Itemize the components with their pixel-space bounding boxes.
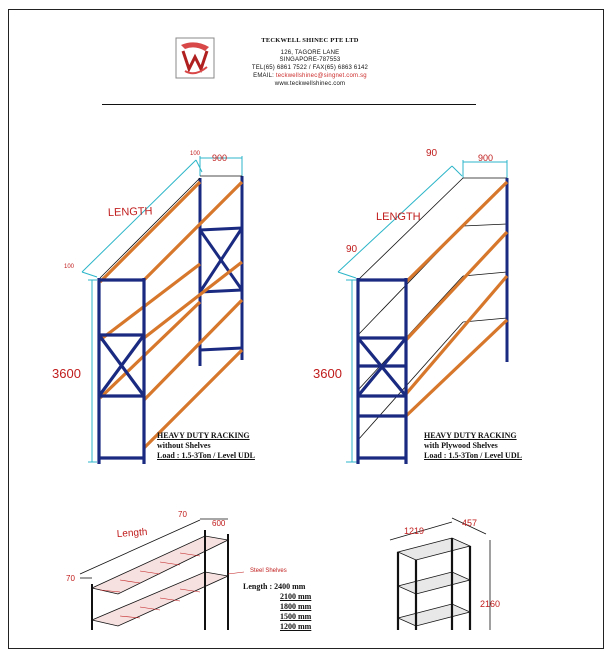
d3-length-option: 1500 mm [280,612,312,621]
drawing-2-heavy-racking-plywood-shelves [313,148,507,464]
d3-length-label: Length [116,526,148,540]
d1-height-value: 3600 [52,366,81,381]
d3-overhang-top: 70 [178,510,187,519]
d3-length-option: 1800 mm [280,602,312,611]
website[interactable]: www.teckwellshinec.com [274,81,346,87]
d1-overhang-left: 100 [64,264,75,270]
d4-height-value: 2160 [480,599,501,609]
email-address[interactable]: teckwellshinec@singnet.com.sg [275,73,367,79]
d1-overhang-top: 100 [190,151,201,157]
d3-length-options [243,582,311,632]
d3-length-option: 1200 mm [280,622,312,631]
d3-depth-value: 600 [212,519,226,528]
d3-length-option: 2100 mm [280,592,312,601]
d1-subtitle: without Shelves [157,441,211,450]
email-label: EMAIL: [253,73,275,79]
d1-length-label: LENGTH [107,205,153,219]
d2-depth-value: 900 [478,153,494,163]
d3-shelf-note: Steel Shelves [250,568,287,574]
phone-fax: TEL(65) 6861 7522 / FAX(65) 6863 6142 [251,65,369,71]
d2-length-label: LENGTH [376,211,421,223]
d4-width-value: 1219 [404,526,425,536]
d1-depth-value: 900 [212,153,228,163]
d2-height-value: 3600 [313,366,342,381]
d1-load: Load : 1.5-3Ton / Level UDL [157,451,255,460]
d2-overhang-top: 90 [426,148,438,159]
d2-subtitle: with Plywood Shelves [424,441,498,450]
d3-overhang-left: 70 [66,574,75,583]
address-line-2: SINGAPORE-787553 [279,57,341,63]
drawing-2-caption [424,431,522,461]
drawing-1-caption [157,431,255,461]
d2-title: HEAVY DUTY RACKING [424,431,517,440]
d2-load: Load : 1.5-3Ton / Level UDL [424,451,522,460]
d4-depth-value: 457 [462,518,478,528]
d2-overhang-left: 90 [346,244,358,255]
drawing-4-boltless-shelving [390,518,500,630]
drawing-1-heavy-racking-without-shelves [52,151,242,464]
d3-lengths-label: Length : 2400 mm [243,582,306,591]
address-line-1: 126, TAGORE LANE [280,50,340,56]
company-name: TECKWELL SHINEC PTE LTD [261,37,359,44]
d1-title: HEAVY DUTY RACKING [157,431,250,440]
